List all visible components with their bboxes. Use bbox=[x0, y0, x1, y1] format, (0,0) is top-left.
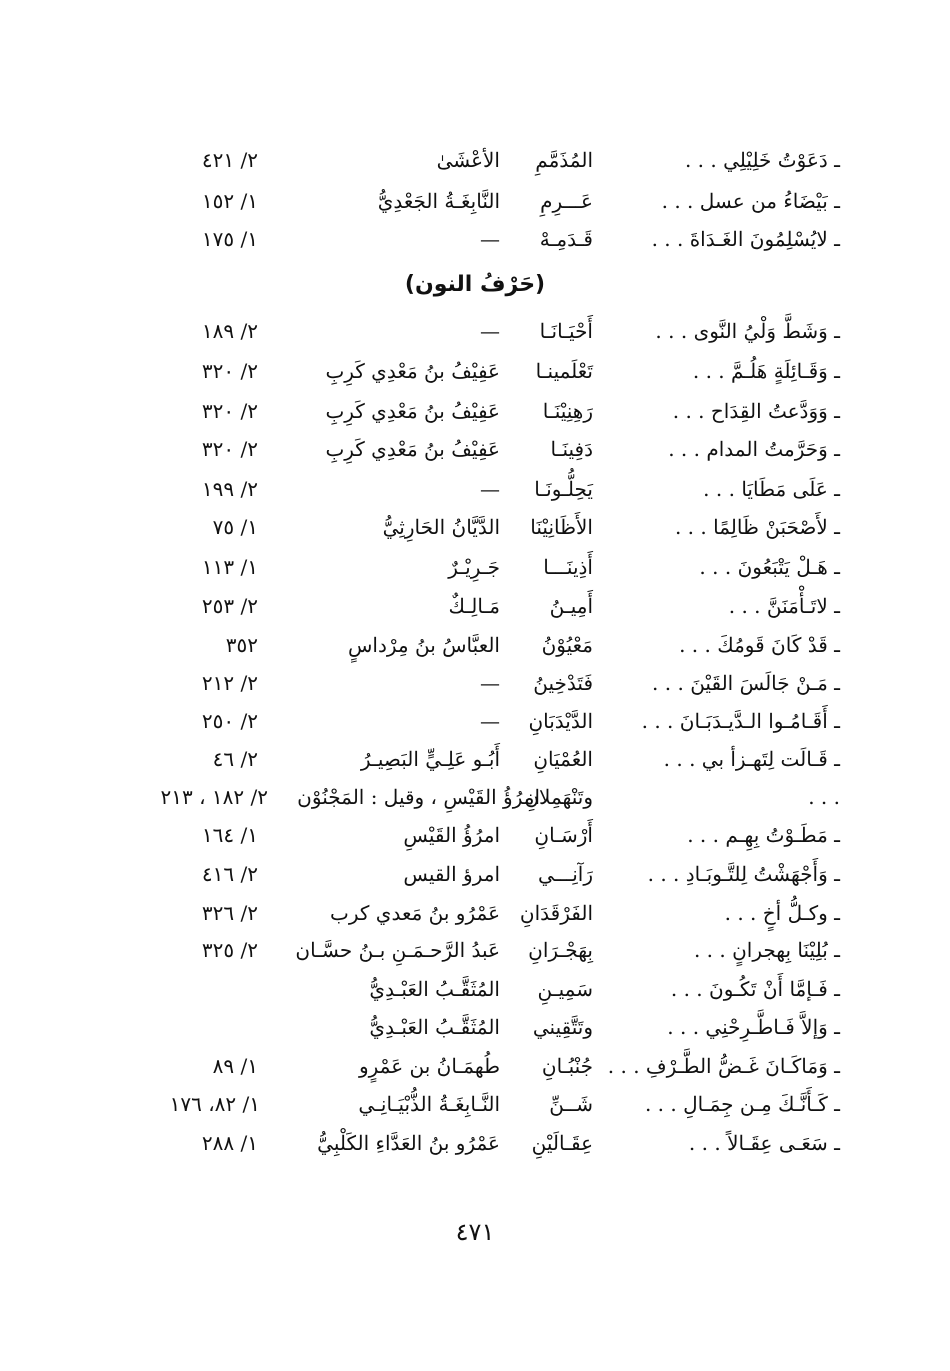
rhyme-word: جُنْبُـانِ bbox=[541, 1054, 593, 1078]
index-row bbox=[0, 141, 950, 179]
section-heading: (حَرْفُ النون) bbox=[404, 272, 546, 297]
page-reference: ٢/ ١٨٢ ، ٢١٣ bbox=[160, 785, 268, 809]
index-row bbox=[0, 894, 950, 932]
poet-name: عَبدُ الرَّحـمَـنِ بـنُ حسَّـان bbox=[295, 938, 500, 962]
poet-name: — bbox=[480, 671, 500, 695]
verse-opening: ـ وَشَطَّ وَلْيُ النَّوى . . . bbox=[655, 319, 840, 343]
verse-opening: ـ هَـلْ يَتْبَعُونَ . . . bbox=[699, 555, 840, 579]
rhyme-word: الأَظَانِيْنَا bbox=[530, 515, 593, 539]
poet-name: الأعْشَىٰ bbox=[436, 148, 500, 172]
verse-opening: ـ مَـنْ جَالَسَ القَيْنَ . . . bbox=[652, 671, 840, 695]
page-reference: ٢/ ٣٢٠ bbox=[201, 437, 258, 461]
page-reference: ٢/ ٤١٦ bbox=[201, 862, 258, 886]
rhyme-word: يَحِلُّـونَـا bbox=[534, 477, 593, 501]
index-row bbox=[0, 1124, 950, 1162]
page-reference: ٢/ ١٨٩ bbox=[201, 319, 258, 343]
poet-name: امرُؤُ القَيْسِ ، وقيل : المَجْنُوْن bbox=[297, 785, 540, 809]
index-row bbox=[0, 312, 950, 350]
index-row bbox=[0, 430, 950, 468]
verse-opening: ـ سَعَـى عِقَـالاً . . . bbox=[688, 1131, 840, 1155]
rhyme-word: أَمِيـنُ bbox=[549, 594, 593, 618]
rhyme-word: أَرْسَـانِ bbox=[534, 823, 593, 847]
verse-opening: ـ أَقَـامُـوا الـدَّيـدَبَـانَ . . . bbox=[641, 709, 840, 733]
poet-name: عَفِيْفُ بنُ مَعْدِي كَرِبِ bbox=[325, 359, 500, 383]
page-number: ٤٧١ bbox=[455, 1218, 495, 1246]
page-reference: ٢/ ١٩٩ bbox=[201, 477, 258, 501]
rhyme-word: سَمِيـنِ bbox=[537, 977, 593, 1001]
page-reference: ١/ ٢٨٨ bbox=[201, 1131, 258, 1155]
poet-name: جَـرِيْـرٌ bbox=[448, 555, 500, 579]
poet-name: عَفِيْفُ بنُ مَعْدِي كَرِبِ bbox=[325, 437, 500, 461]
index-row bbox=[0, 664, 950, 702]
poet-name: — bbox=[480, 227, 500, 251]
poet-name: امرُؤُ القَيْسِ bbox=[403, 823, 500, 847]
index-row bbox=[0, 855, 950, 893]
rhyme-word: وتَتَّقِيني bbox=[532, 1015, 593, 1039]
rhyme-word: قَـدَمِـهْ bbox=[539, 227, 593, 251]
index-row bbox=[0, 740, 950, 778]
index-row bbox=[0, 392, 950, 430]
rhyme-word: المُذَمَّمِ bbox=[535, 148, 593, 172]
index-row bbox=[0, 626, 950, 664]
rhyme-word: وتَنْهَمِلانِ bbox=[524, 785, 593, 809]
page-reference: ٢/ ٤٦ bbox=[212, 747, 258, 771]
index-row bbox=[0, 508, 950, 546]
index-row bbox=[0, 548, 950, 586]
rhyme-word: أَحْيَـانَـا bbox=[539, 319, 593, 343]
index-row bbox=[0, 970, 950, 1008]
rhyme-word: بِهَجْـرَانِ bbox=[528, 938, 593, 962]
page-reference: ٢/ ٢١٢ bbox=[201, 671, 258, 695]
page-reference: ٢/ ٣٢٠ bbox=[201, 399, 258, 423]
verse-opening: ـ مَطَـوْتُ بِهِـم . . . bbox=[687, 823, 840, 847]
verse-opening: ـ عَلَى مَطَايَا . . . bbox=[703, 477, 840, 501]
rhyme-word: فَتَدْخِينُ bbox=[533, 671, 593, 695]
poet-name: النَّـابِغَـةُ الذُّبْيَـانِـي bbox=[358, 1092, 500, 1116]
poet-name: امرؤ القيس bbox=[403, 862, 500, 886]
verse-opening: ـ وَوَدَّعتُ القِدَاح . . . bbox=[672, 399, 840, 423]
poet-name: الدَّيَّانُ الحَارِثِيُّ bbox=[382, 515, 500, 539]
rhyme-word: العُمْيَانِ bbox=[533, 747, 593, 771]
rhyme-word: عَـــرِمِ bbox=[540, 189, 593, 213]
rhyme-word: شَــنِّ bbox=[549, 1092, 593, 1116]
verse-opening: ـ بُلِيْنَا بِهجرانٍ . . . bbox=[693, 938, 840, 962]
index-row bbox=[0, 220, 950, 258]
page-reference: ١/ ١٦٤ bbox=[201, 823, 258, 847]
poet-name: طُهمَـانُ بن عَمْرٍو bbox=[358, 1054, 500, 1078]
poet-name: النَّابِغَـةُ الجَعْدِيُّ bbox=[377, 189, 500, 213]
verse-opening: ـ لايُسْلِمُونَ الغَـدَاةَ . . . bbox=[651, 227, 840, 251]
index-row bbox=[0, 702, 950, 740]
index-row bbox=[0, 352, 950, 390]
index-row bbox=[0, 931, 950, 969]
rhyme-word: الفَرْقَدَانِ bbox=[519, 901, 593, 925]
index-row bbox=[0, 816, 950, 854]
verse-opening: ـ قَدْ كَانَ قَومُكَ . . . bbox=[679, 633, 840, 657]
poet-name: المُثَقَّـبُ العَبْـدِيُّ bbox=[369, 977, 500, 1001]
page-reference: ٢/ ٤٢١ bbox=[201, 148, 258, 172]
index-row bbox=[0, 470, 950, 508]
page-reference: ١/ ٨٢، ١٧٦ bbox=[169, 1092, 260, 1116]
page-reference: ٢/ ٣٢٦ bbox=[201, 901, 258, 925]
verse-opening: ـ قَـالَت لِتَهـزأ بي . . . bbox=[663, 747, 840, 771]
page-reference: ١/ ١٧٥ bbox=[201, 227, 258, 251]
poet-name: مَـالِـكٌ bbox=[448, 594, 500, 618]
verse-opening: ـ وَأَجْهَشْتُ لِلتَّـوبَـادِ . . . bbox=[647, 862, 840, 886]
verse-opening: ـ دَعَوْتُ خَلِيْلِي . . . bbox=[684, 148, 840, 172]
verse-opening: ـ لاتَـأْمَنَنَّ . . . bbox=[728, 594, 840, 618]
rhyme-word: الدَّيْدَبَانِ bbox=[528, 709, 593, 733]
rhyme-word: مَعْيُوْنُ bbox=[541, 633, 593, 657]
verse-opening: ـ وكـلُّ أخٍ . . . bbox=[724, 901, 840, 925]
index-row bbox=[0, 778, 950, 816]
verse-opening: ـ بَيْضَاءُ من عسل . . . bbox=[661, 189, 840, 213]
rhyme-word: رَآنِـــي bbox=[537, 862, 593, 886]
page-reference: ٢/ ٣٢٥ bbox=[201, 938, 258, 962]
verse-opening: ـ لأَصْحَبَنْ ظَالِمًا . . . bbox=[674, 515, 840, 539]
verse-opening: ـ وَمَاكَـانَ غَـضُّ الطَّـرْفِ . . . bbox=[607, 1054, 840, 1078]
rhyme-word: دَفِينَـا bbox=[550, 437, 593, 461]
poet-name: عَمْرُو بنُ مَعدي كرب bbox=[330, 901, 500, 925]
index-row bbox=[0, 1047, 950, 1085]
rhyme-word: عِقَـالَيْنِ bbox=[531, 1131, 593, 1155]
page-reference: ١/ ١٥٢ bbox=[201, 189, 258, 213]
verse-opening: ـ كَـأَنَّـكَ مِـن جِمَـالِ . . . bbox=[644, 1092, 840, 1116]
poet-name: عَفِيْفُ بنُ مَعْدِي كَرِبِ bbox=[325, 399, 500, 423]
index-row bbox=[0, 1008, 950, 1046]
verse-opening: ـ فَـإمَّا أَنْ تَكُـونَ . . . bbox=[670, 977, 840, 1001]
page-reference: ١/ ٧٥ bbox=[212, 515, 258, 539]
poet-name: عَمْرُو بنُ العَدَّاءِ الكَلْبِيُّ bbox=[317, 1131, 500, 1155]
page-reference: ٢/ ٢٥٠ bbox=[201, 709, 258, 733]
rhyme-word: تَعْلَمينـا bbox=[535, 359, 593, 383]
poet-name: — bbox=[480, 709, 500, 733]
poet-name: أَبُـو عَلِـيٍّ البَصِيـرُ bbox=[360, 747, 500, 771]
index-row bbox=[0, 1085, 950, 1123]
poet-name: العبَّاسُ بنُ مِرْداسٍ bbox=[348, 633, 500, 657]
page-reference: ١/ ٨٩ bbox=[212, 1054, 258, 1078]
verse-opening: ـ وَحَرَّمتُ المدام . . . bbox=[668, 437, 840, 461]
poet-name: — bbox=[480, 319, 500, 343]
page-reference: ٣٥٢ bbox=[225, 633, 258, 657]
rhyme-word: رَهِنِيْنَـا bbox=[542, 399, 593, 423]
index-row bbox=[0, 587, 950, 625]
rhyme-word: أَذِينَـــا bbox=[543, 555, 593, 579]
verse-opening: ـ وَإلاَّ فَـاطَّـرِحْنِي . . . bbox=[667, 1015, 840, 1039]
verse-opening: ـ وَقَـائِلَةٍ هَلُـمَّ . . . bbox=[692, 359, 840, 383]
page-reference: ٢/ ٣٢٠ bbox=[201, 359, 258, 383]
index-row bbox=[0, 182, 950, 220]
poet-name: المُثَقَّـبُ العَبْـدِيُّ bbox=[369, 1015, 500, 1039]
verse-opening: . . . bbox=[808, 785, 840, 809]
page-reference: ١/ ١١٣ bbox=[201, 555, 258, 579]
page-reference: ٢/ ٢٥٣ bbox=[201, 594, 258, 618]
poet-name: — bbox=[480, 477, 500, 501]
